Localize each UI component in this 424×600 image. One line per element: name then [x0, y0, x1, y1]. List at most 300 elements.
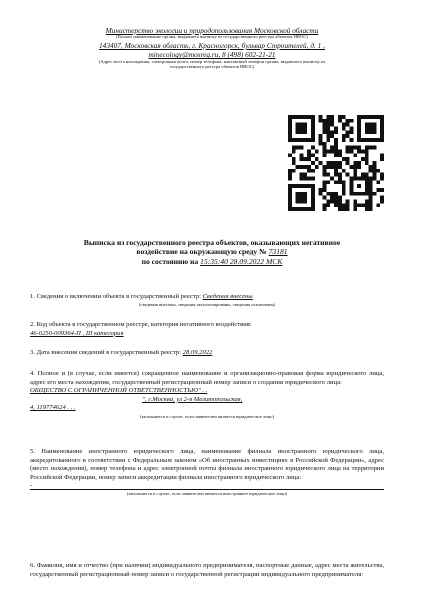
qr-module: [307, 153, 311, 157]
qr-module: [365, 184, 369, 188]
qr-module: [307, 138, 311, 142]
qr-module: [353, 199, 357, 203]
qr-module: [376, 115, 380, 119]
qr-module: [319, 134, 323, 138]
qr-module: [307, 207, 311, 211]
qr-module: [369, 199, 373, 203]
qr-module: [296, 165, 300, 169]
qr-module: [323, 165, 327, 169]
qr-module: [311, 115, 315, 119]
qr-module: [303, 192, 307, 196]
qr-module: [311, 127, 315, 131]
qr-module: [288, 199, 292, 203]
qr-module: [311, 161, 315, 165]
qr-module: [349, 150, 353, 154]
qr-module: [357, 161, 361, 165]
s1-label: 1. Сведения о включении объекта в государственный реестр:: [30, 293, 201, 300]
qr-module: [303, 199, 307, 203]
qr-module: [303, 115, 307, 119]
qr-module: [334, 199, 338, 203]
qr-module: [380, 138, 384, 142]
qr-module: [353, 161, 357, 165]
qr-module: [334, 127, 338, 131]
qr-module: [357, 192, 361, 196]
qr-module: [372, 192, 376, 196]
s1-caption: (сведения внесены, сведения актуализированы, сведения исключены): [138, 301, 276, 307]
qr-module: [300, 192, 304, 196]
qr-module: [311, 153, 315, 157]
qr-module: [365, 173, 369, 177]
qr-module: [300, 115, 304, 119]
s4-line1: ОБЩЕСТВО С ОГРАНИЧЕННОЙ ОТВЕТСТВЕННОСТЬЮ" . .: [30, 387, 208, 395]
qr-module: [300, 123, 304, 127]
qr-module: [372, 115, 376, 119]
title-line2: [20, 247, 404, 256]
qr-module: [296, 199, 300, 203]
qr-module: [369, 123, 373, 127]
qr-module: [361, 203, 365, 207]
qr-module: [338, 180, 342, 184]
section-6: [30, 562, 384, 579]
qr-module: [323, 130, 327, 134]
qr-module: [361, 157, 365, 161]
qr-module: [380, 123, 384, 127]
qr-code: [288, 115, 384, 211]
qr-module: [311, 146, 315, 150]
qr-module: [349, 146, 353, 150]
qr-module: [288, 138, 292, 142]
qr-module: [323, 169, 327, 173]
qr-module: [369, 138, 373, 142]
qr-module: [300, 207, 304, 211]
qr-module: [292, 138, 296, 142]
section-1: [30, 293, 384, 308]
qr-module: [361, 115, 365, 119]
qr-module: [353, 173, 357, 177]
qr-module: [365, 176, 369, 180]
qr-module: [330, 165, 334, 169]
qr-module: [338, 203, 342, 207]
qr-module: [288, 115, 292, 119]
title-line2-prefix: воздействие на окружающую среду №: [136, 247, 267, 257]
qr-module: [369, 127, 373, 131]
qr-module: [365, 127, 369, 131]
qr-module: [346, 203, 350, 207]
title-line3: [20, 257, 404, 266]
qr-module: [326, 134, 330, 138]
qr-module: [369, 169, 373, 173]
qr-module: [300, 157, 304, 161]
qr-module: [334, 146, 338, 150]
section-5: [30, 448, 384, 497]
s4-line2: ", г.Москва, ул 2-я Мелитопольская,: [142, 395, 243, 403]
qr-module: [338, 153, 342, 157]
qr-module: [288, 203, 292, 207]
qr-module: [346, 157, 350, 161]
qr-module: [319, 138, 323, 142]
qr-module: [319, 119, 323, 123]
qr-module: [319, 188, 323, 192]
qr-module: [372, 127, 376, 131]
qr-module: [315, 165, 319, 169]
qr-module: [369, 115, 373, 119]
qr-module: [334, 173, 338, 177]
qr-module: [296, 196, 300, 200]
qr-module: [369, 192, 373, 196]
qr-module: [365, 130, 369, 134]
qr-module: [300, 130, 304, 134]
qr-module: [376, 169, 380, 173]
qr-module: [346, 173, 350, 177]
qr-module: [334, 196, 338, 200]
qr-module: [349, 176, 353, 180]
qr-module: [326, 192, 330, 196]
qr-module: [365, 157, 369, 161]
issuer-header: [40, 27, 384, 70]
qr-module: [342, 184, 346, 188]
qr-module: [365, 203, 369, 207]
qr-module: [346, 119, 350, 123]
qr-module: [311, 130, 315, 134]
qr-module: [338, 207, 342, 211]
qr-module: [372, 173, 376, 177]
qr-module: [357, 150, 361, 154]
qr-module: [372, 161, 376, 165]
qr-module: [346, 199, 350, 203]
qr-module: [330, 161, 334, 165]
qr-module: [330, 176, 334, 180]
qr-module: [307, 165, 311, 169]
qr-module: [357, 127, 361, 131]
s2-value: 46-0250-009364-П , III категория: [30, 329, 124, 337]
section-3: [30, 349, 384, 358]
section-2: [30, 321, 384, 338]
qr-module: [372, 169, 376, 173]
qr-module: [365, 180, 369, 184]
qr-module: [303, 176, 307, 180]
qr-module: [357, 165, 361, 169]
qr-module: [326, 127, 330, 131]
register-number: 73181: [268, 247, 288, 257]
qr-module: [296, 138, 300, 142]
qr-module: [342, 207, 346, 211]
qr-module: [296, 123, 300, 127]
qr-module: [372, 123, 376, 127]
qr-module: [357, 130, 361, 134]
qr-module: [292, 169, 296, 173]
qr-module: [342, 123, 346, 127]
org-address-line1: 143407, Московская область, г. Красногорск, бульвар Строителей, д. 1 ,: [99, 40, 325, 50]
qr-module: [300, 146, 304, 150]
qr-module: [349, 165, 353, 169]
qr-module: [300, 199, 304, 203]
qr-module: [303, 123, 307, 127]
address-caption-2: государственного реестра объектов НВОС): [169, 64, 255, 70]
qr-module: [303, 157, 307, 161]
qr-module: [357, 123, 361, 127]
qr-module: [307, 157, 311, 161]
qr-module: [372, 138, 376, 142]
qr-module: [326, 165, 330, 169]
qr-module: [380, 157, 384, 161]
qr-module: [303, 138, 307, 142]
qr-module: [369, 176, 373, 180]
qr-module: [372, 130, 376, 134]
s4-line3: 4, 119774624 . . .: [30, 404, 76, 412]
qr-module: [323, 203, 327, 207]
qr-module: [300, 138, 304, 142]
qr-module: [334, 138, 338, 142]
qr-module: [357, 176, 361, 180]
qr-module: [311, 138, 315, 142]
qr-module: [296, 207, 300, 211]
as-of-datetime: 15:35:40 28.09.2022 МСК: [200, 256, 283, 266]
qr-module: [346, 146, 350, 150]
qr-module: [369, 203, 373, 207]
qr-module: [288, 188, 292, 192]
qr-module: [380, 188, 384, 192]
qr-module: [303, 127, 307, 131]
qr-module: [311, 196, 315, 200]
qr-module: [315, 157, 319, 161]
qr-module: [380, 127, 384, 131]
qr-module: [342, 134, 346, 138]
qr-module: [369, 196, 373, 200]
s6-text: 6. Фамилия, имя и отчество (при наличии) индивидуального предпринимателя, паспортные данные, адрес места жительства, государственный регистрационный номер записи о государственной регистрации индивидуального предпринимателя:: [30, 562, 384, 578]
qr-module: [292, 115, 296, 119]
qr-module: [303, 173, 307, 177]
document-title: [20, 238, 404, 266]
org-address-line2: minecology@mosreg.ru, 8 (498) 602-21-21: [148, 50, 276, 60]
qr-module: [319, 161, 323, 165]
qr-module: [323, 207, 327, 211]
qr-module: [361, 173, 365, 177]
qr-module: [342, 192, 346, 196]
qr-module: [311, 203, 315, 207]
qr-module: [357, 184, 361, 188]
qr-module: [330, 134, 334, 138]
qr-module: [326, 119, 330, 123]
qr-module: [380, 199, 384, 203]
qr-module: [346, 207, 350, 211]
qr-module: [296, 127, 300, 131]
qr-module: [303, 184, 307, 188]
qr-module: [323, 146, 327, 150]
qr-module: [334, 192, 338, 196]
qr-module: [323, 142, 327, 146]
qr-module: [311, 199, 315, 203]
qr-module: [346, 134, 350, 138]
qr-module: [372, 165, 376, 169]
qr-module: [326, 123, 330, 127]
qr-module: [365, 123, 369, 127]
qr-module: [288, 130, 292, 134]
qr-module: [311, 134, 315, 138]
qr-module: [300, 196, 304, 200]
qr-module: [369, 180, 373, 184]
qr-module: [307, 169, 311, 173]
qr-module: [334, 130, 338, 134]
qr-module: [365, 153, 369, 157]
qr-module: [349, 180, 353, 184]
qr-module: [349, 184, 353, 188]
qr-module: [330, 146, 334, 150]
qr-module: [326, 150, 330, 154]
qr-module: [342, 138, 346, 142]
qr-module: [330, 119, 334, 123]
qr-module: [288, 134, 292, 138]
qr-module: [288, 192, 292, 196]
qr-module: [357, 115, 361, 119]
qr-module: [353, 203, 357, 207]
s3-value: 28.09.2022: [182, 349, 213, 356]
address-caption-1: (Адрес места нахождения, электронная почта, номер телефона, контактный телефон органа, выдавшего выписку из: [98, 59, 326, 65]
qr-module: [346, 161, 350, 165]
qr-module: [357, 119, 361, 123]
qr-module: [288, 127, 292, 131]
qr-module: [323, 188, 327, 192]
qr-module: [288, 184, 292, 188]
qr-module: [323, 173, 327, 177]
qr-module: [353, 176, 357, 180]
qr-module: [292, 161, 296, 165]
qr-module: [380, 119, 384, 123]
s1-value: Сведения внесены: [202, 293, 253, 300]
qr-module: [330, 150, 334, 154]
qr-module: [288, 176, 292, 180]
qr-module: [288, 169, 292, 173]
qr-module: [300, 176, 304, 180]
qr-module: [365, 192, 369, 196]
qr-module: [311, 119, 315, 123]
qr-module: [330, 199, 334, 203]
qr-module: [334, 169, 338, 173]
qr-module: [323, 180, 327, 184]
qr-module: [323, 123, 327, 127]
qr-module: [365, 188, 369, 192]
qr-module: [353, 169, 357, 173]
qr-module: [311, 176, 315, 180]
qr-module: [365, 138, 369, 142]
qr-module: [342, 203, 346, 207]
s4-caption: (заполняется в случае, если заявителем является юридическое лицо): [139, 413, 275, 419]
qr-module: [376, 203, 380, 207]
qr-module: [380, 134, 384, 138]
qr-module: [330, 130, 334, 134]
qr-module: [323, 150, 327, 154]
qr-module: [326, 173, 330, 177]
qr-module: [380, 130, 384, 134]
qr-module: [292, 184, 296, 188]
qr-module: [323, 153, 327, 157]
qr-module: [326, 203, 330, 207]
qr-module: [311, 192, 315, 196]
qr-module: [376, 180, 380, 184]
qr-module: [326, 130, 330, 134]
title-line1: Выписка из государственного реестра объектов, оказывающих негативное: [83, 238, 341, 247]
qr-module: [330, 196, 334, 200]
qr-module: [349, 130, 353, 134]
qr-module: [353, 207, 357, 211]
qr-module: [342, 157, 346, 161]
qr-module: [349, 188, 353, 192]
section-4: [30, 370, 384, 420]
qr-module: [288, 123, 292, 127]
qr-module: [380, 176, 384, 180]
qr-module: [319, 115, 323, 119]
qr-module: [365, 199, 369, 203]
s2-label: 2. Код объекта в государственном реестре, категория негативного воздействия:: [30, 321, 252, 328]
qr-module: [338, 115, 342, 119]
qr-module: [288, 153, 292, 157]
qr-module: [357, 138, 361, 142]
qr-module: [365, 207, 369, 211]
qr-module: [361, 176, 365, 180]
qr-module: [311, 207, 315, 211]
qr-module: [338, 173, 342, 177]
qr-module: [369, 146, 373, 150]
qr-module: [365, 146, 369, 150]
org-name-caption: (Полное наименование органа, выдавшего выписку из государственного реестра объектов НВОС): [115, 34, 309, 40]
qr-module: [346, 130, 350, 134]
qr-module: [365, 115, 369, 119]
s5-value: -: [30, 482, 384, 490]
qr-module: [334, 203, 338, 207]
s5-caption: (заполняется в случае, если заявителем является иностранное юридическое лицо): [126, 491, 288, 497]
qr-module: [300, 184, 304, 188]
qr-module: [338, 119, 342, 123]
qr-module: [303, 207, 307, 211]
qr-module: [292, 146, 296, 150]
qr-module: [288, 173, 292, 177]
qr-module: [326, 115, 330, 119]
qr-module: [303, 165, 307, 169]
qr-module: [334, 153, 338, 157]
qr-module: [334, 161, 338, 165]
qr-module: [357, 146, 361, 150]
qr-module: [334, 142, 338, 146]
qr-module: [288, 196, 292, 200]
qr-module: [311, 169, 315, 173]
qr-module: [372, 146, 376, 150]
qr-module: [323, 119, 327, 123]
qr-module: [376, 138, 380, 142]
qr-module: [323, 184, 327, 188]
qr-module: [307, 150, 311, 154]
qr-module: [349, 127, 353, 131]
qr-module: [369, 165, 373, 169]
qr-module: [361, 150, 365, 154]
qr-module: [349, 138, 353, 142]
qr-module: [376, 188, 380, 192]
qr-module: [353, 165, 357, 169]
qr-module: [342, 115, 346, 119]
qr-module: [296, 146, 300, 150]
qr-module: [365, 150, 369, 154]
qr-module: [296, 192, 300, 196]
qr-module: [334, 150, 338, 154]
qr-module: [292, 150, 296, 154]
qr-module: [349, 119, 353, 123]
qr-module: [300, 173, 304, 177]
qr-module: [338, 199, 342, 203]
qr-module: [330, 115, 334, 119]
qr-module: [296, 184, 300, 188]
qr-module: [311, 184, 315, 188]
s3-label: 3. Дата внесения сведений в государственный реестр:: [30, 349, 182, 356]
qr-module: [307, 184, 311, 188]
qr-module: [338, 150, 342, 154]
